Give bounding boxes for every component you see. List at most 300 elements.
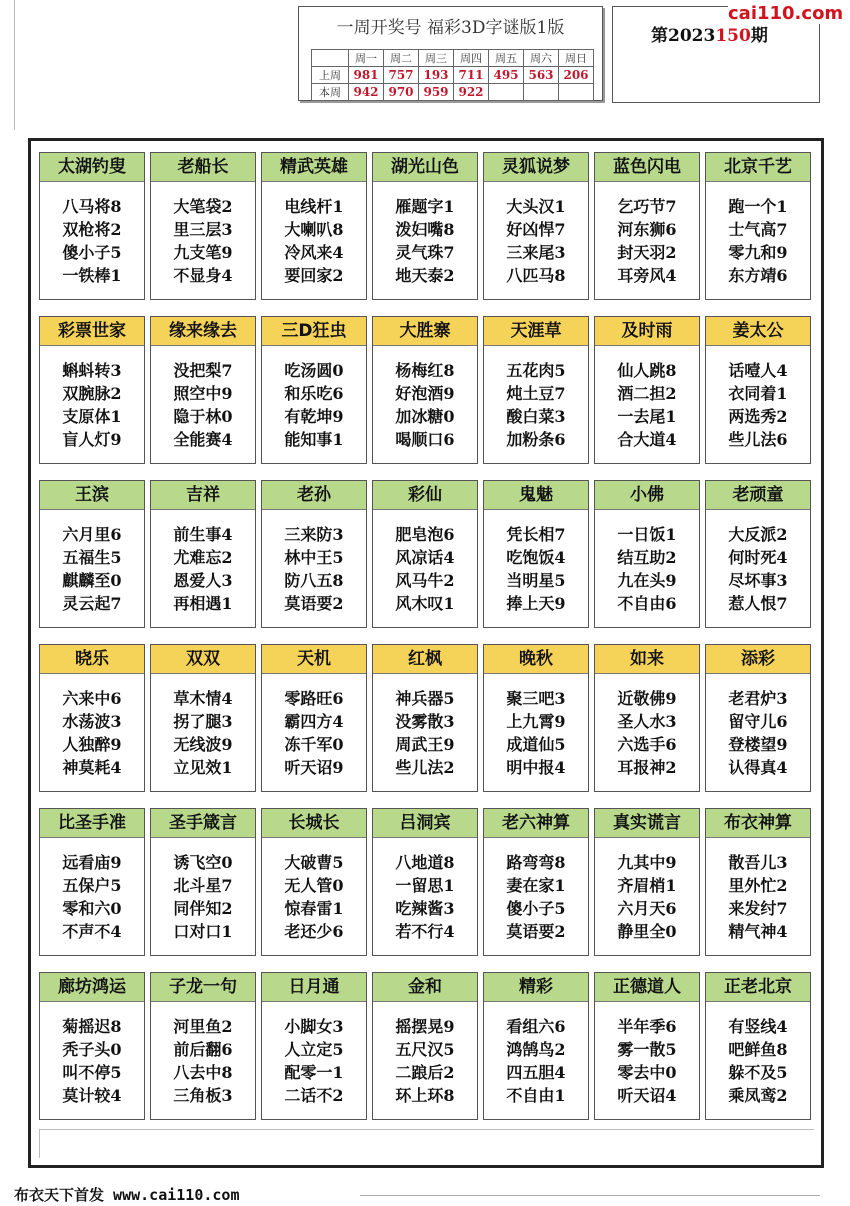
riddle-grid: [28, 138, 824, 1168]
cell-author-name: 正老北京: [706, 973, 810, 1002]
cell-author-name: 王滨: [40, 481, 144, 510]
riddle-line: 前后翻6: [173, 1040, 233, 1059]
riddle-cell: [150, 316, 256, 464]
riddle-cell: [39, 152, 145, 300]
footer-rule: [360, 1195, 820, 1196]
riddle-cell: [594, 644, 700, 792]
riddle-line: 散吾儿3: [728, 853, 788, 872]
cell-author-name: 如来: [595, 645, 699, 674]
riddle-line: 杨梅红8: [395, 361, 455, 380]
riddle-line: 成道仙5: [506, 735, 566, 754]
riddle-line: 五保户5: [62, 876, 122, 895]
riddle-cell: [261, 316, 367, 464]
riddle-line: 若不行4: [395, 922, 455, 941]
riddle-line: 秃子头0: [62, 1040, 122, 1059]
riddle-line: 灵气珠7: [395, 243, 455, 262]
riddle-line: 酒二担2: [617, 384, 677, 403]
riddle-line: 蝌蚪转3: [62, 361, 122, 380]
riddle-lines: [262, 359, 366, 451]
riddle-lines: [706, 359, 810, 451]
riddle-cell: [594, 316, 700, 464]
riddle-line: 九在头9: [617, 571, 677, 590]
riddle-line: 拐了腿3: [173, 712, 233, 731]
riddle-line: 有乾坤9: [284, 407, 344, 426]
riddle-line: 盲人灯9: [62, 430, 122, 449]
riddle-line: 无人管0: [284, 876, 344, 895]
riddle-line: 水荡波3: [62, 712, 122, 731]
cell-author-name: 吉祥: [151, 481, 255, 510]
riddle-line: 不自由6: [617, 594, 677, 613]
riddle-line: 圣人水3: [617, 712, 677, 731]
riddle-line: 林中王5: [284, 548, 344, 567]
riddle-line: 再相遇1: [173, 594, 233, 613]
riddle-line: 静里全0: [617, 922, 677, 941]
riddle-line: 加粉条6: [506, 430, 566, 449]
issue-highlight: 150: [715, 26, 751, 46]
riddle-line: 六选手6: [617, 735, 677, 754]
riddle-line: 莫语要2: [506, 922, 566, 941]
riddle-line: 听天诏4: [617, 1086, 677, 1105]
draw-number: 563: [524, 67, 559, 84]
riddle-cell: [150, 152, 256, 300]
riddle-line: 麒麟至0: [62, 571, 122, 590]
riddle-lines: [151, 1015, 255, 1107]
riddle-cell: [372, 480, 478, 628]
cell-author-name: 圣手箴言: [151, 809, 255, 838]
riddle-line: 些儿法2: [395, 758, 455, 777]
riddle-line: 来发纣7: [728, 899, 788, 918]
riddle-line: 吃辣酱3: [395, 899, 455, 918]
left-edge-rule: [0, 0, 15, 130]
riddle-lines: [151, 851, 255, 943]
riddle-lines: [595, 851, 699, 943]
riddle-lines: [595, 523, 699, 615]
riddle-line: 衣同着1: [728, 384, 788, 403]
riddle-lines: [484, 523, 588, 615]
riddle-line: 大破曹5: [284, 853, 344, 872]
riddle-line: 里三层3: [173, 220, 233, 239]
riddle-cell: [705, 480, 811, 628]
weekly-draw-table: [311, 49, 594, 101]
riddle-line: 聚三吧3: [506, 689, 566, 708]
riddle-line: 一留思1: [395, 876, 455, 895]
riddle-cell: [594, 480, 700, 628]
riddle-lines: [40, 195, 144, 287]
riddle-line: 神莫耗4: [62, 758, 122, 777]
riddle-line: 灵云起7: [62, 594, 122, 613]
riddle-line: 两选秀2: [728, 407, 788, 426]
cell-author-name: 添彩: [706, 645, 810, 674]
cell-author-name: 湖光山色: [373, 153, 477, 182]
riddle-lines: [40, 687, 144, 779]
riddle-cell: [261, 972, 367, 1120]
footer-credit: 布衣天下首发 www.cai110.com: [14, 1186, 240, 1204]
riddle-cell: [594, 152, 700, 300]
cell-author-name: 老六神算: [484, 809, 588, 838]
riddle-cell: [261, 808, 367, 956]
cell-author-name: 红枫: [373, 645, 477, 674]
riddle-line: 登楼望9: [728, 735, 788, 754]
riddle-line: 恩爱人3: [173, 571, 233, 590]
riddle-line: 三角板3: [173, 1086, 233, 1105]
riddle-lines: [262, 687, 366, 779]
riddle-lines: [373, 359, 477, 451]
riddle-lines: [706, 523, 810, 615]
riddle-lines: [373, 687, 477, 779]
riddle-line: 地天泰2: [395, 266, 455, 285]
riddle-line: 上九霄9: [506, 712, 566, 731]
riddle-line: 封天羽2: [617, 243, 677, 262]
cell-author-name: 缘来缘去: [151, 317, 255, 346]
riddle-line: 不声不4: [62, 922, 122, 941]
riddle-cell: [483, 480, 589, 628]
riddle-line: 半年季6: [617, 1017, 677, 1036]
riddle-line: 叫不停5: [62, 1063, 122, 1082]
riddle-line: 酸白菜3: [506, 407, 566, 426]
riddle-line: 一去尾1: [617, 407, 677, 426]
riddle-cell: [705, 808, 811, 956]
cell-author-name: 长城长: [262, 809, 366, 838]
row-label: 上周: [312, 67, 349, 84]
riddle-line: 大笔袋2: [173, 197, 233, 216]
riddle-line: 喝顺口6: [395, 430, 455, 449]
riddle-cell: [483, 316, 589, 464]
riddle-lines: [595, 1015, 699, 1107]
cell-author-name: 精彩: [484, 973, 588, 1002]
riddle-lines: [484, 851, 588, 943]
riddle-lines: [262, 1015, 366, 1107]
cell-author-name: 布衣神算: [706, 809, 810, 838]
day-label: 周三: [419, 50, 454, 67]
riddle-line: 里外忙2: [728, 876, 788, 895]
riddle-line: 照空中9: [173, 384, 233, 403]
cell-author-name: 太湖钓叟: [40, 153, 144, 182]
riddle-line: 防八五8: [284, 571, 344, 590]
riddle-lines: [151, 359, 255, 451]
day-label: 周六: [524, 50, 559, 67]
riddle-line: 尽坏事3: [728, 571, 788, 590]
riddle-line: 吃饱饭4: [506, 548, 566, 567]
riddle-line: 零九和9: [728, 243, 788, 262]
riddle-line: 口对口1: [173, 922, 233, 941]
riddle-cell: [372, 972, 478, 1120]
riddle-line: 八去中8: [173, 1063, 233, 1082]
riddle-line: 草木情4: [173, 689, 233, 708]
riddle-lines: [373, 1015, 477, 1107]
riddle-line: 莫语要2: [284, 594, 344, 613]
riddle-line: 加冰糖0: [395, 407, 455, 426]
riddle-lines: [151, 687, 255, 779]
site-watermark: cai110.com: [728, 3, 844, 24]
riddle-line: 二踉后2: [395, 1063, 455, 1082]
riddle-line: 齐眉梢1: [617, 876, 677, 895]
riddle-line: 八匹马8: [506, 266, 566, 285]
cell-author-name: 及时雨: [595, 317, 699, 346]
day-label: 周二: [384, 50, 419, 67]
riddle-lines: [373, 851, 477, 943]
row-label: 本周: [312, 84, 349, 101]
riddle-line: 冷风来4: [284, 243, 344, 262]
riddle-line: 小脚女3: [284, 1017, 344, 1036]
draw-number: 922: [454, 84, 489, 101]
riddle-line: 不自由1: [506, 1086, 566, 1105]
riddle-line: 配零一1: [284, 1063, 344, 1082]
riddle-line: 吧鲜鱼8: [728, 1040, 788, 1059]
cell-author-name: 小佛: [595, 481, 699, 510]
riddle-line: 老君炉3: [728, 689, 788, 708]
riddle-line: 老还少6: [284, 922, 344, 941]
riddle-line: 鸿鹄鸟2: [506, 1040, 566, 1059]
riddle-line: 乘凤鸾2: [728, 1086, 788, 1105]
riddle-line: 炖土豆7: [506, 384, 566, 403]
blank-footer-row: [39, 1129, 814, 1158]
riddle-lines: [706, 687, 810, 779]
cell-author-name: 晓乐: [40, 645, 144, 674]
riddle-line: 远看庙9: [62, 853, 122, 872]
riddle-lines: [40, 851, 144, 943]
riddle-lines: [706, 1015, 810, 1107]
cell-author-name: 北京千艺: [706, 153, 810, 182]
cell-author-name: 老孙: [262, 481, 366, 510]
draw-number: 970: [384, 84, 419, 101]
riddle-line: 路弯弯8: [506, 853, 566, 872]
riddle-line: 诱飞空0: [173, 853, 233, 872]
riddle-line: 好泡酒9: [395, 384, 455, 403]
draw-number: 206: [559, 67, 594, 84]
riddle-line: 认得真4: [728, 758, 788, 777]
cell-author-name: 吕洞宾: [373, 809, 477, 838]
riddle-lines: [373, 195, 477, 287]
riddle-line: 傻小子5: [62, 243, 122, 262]
riddle-line: 六来中6: [62, 689, 122, 708]
riddle-lines: [484, 359, 588, 451]
riddle-line: 雾一散5: [617, 1040, 677, 1059]
riddle-line: 风木叹1: [395, 594, 455, 613]
riddle-line: 支原体1: [62, 407, 122, 426]
riddle-line: 人独醉9: [62, 735, 122, 754]
riddle-cell: [150, 644, 256, 792]
riddle-line: 泼妇嘴8: [395, 220, 455, 239]
riddle-line: 大反派2: [728, 525, 788, 544]
riddle-line: 耳旁风4: [617, 266, 677, 285]
riddle-line: 看组六6: [506, 1017, 566, 1036]
riddle-cell: [39, 808, 145, 956]
riddle-line: 六月天6: [617, 899, 677, 918]
riddle-line: 乞巧节7: [617, 197, 677, 216]
riddle-line: 耳报神2: [617, 758, 677, 777]
riddle-line: 仙人跳8: [617, 361, 677, 380]
draw-number: 495: [489, 67, 524, 84]
cell-author-name: 金和: [373, 973, 477, 1002]
riddle-line: 听天诏9: [284, 758, 344, 777]
day-label: 周五: [489, 50, 524, 67]
weekly-draw-panel: [298, 6, 603, 101]
this-week-row: [312, 84, 594, 101]
cell-author-name: 彩票世家: [40, 317, 144, 346]
riddle-line: 九其中9: [617, 853, 677, 872]
riddle-cell: [150, 972, 256, 1120]
riddle-cell: [261, 152, 367, 300]
day-label: 周日: [559, 50, 594, 67]
last-week-row: [312, 67, 594, 84]
riddle-lines: [484, 687, 588, 779]
riddle-line: 雁题字1: [395, 197, 455, 216]
riddle-line: 电线杆1: [284, 197, 344, 216]
riddle-line: 立见效1: [173, 758, 233, 777]
draw-number: [559, 84, 594, 101]
day-label: 周四: [454, 50, 489, 67]
riddle-line: 话噎人4: [728, 361, 788, 380]
riddle-cell: [594, 808, 700, 956]
riddle-line: 三来防3: [284, 525, 344, 544]
cell-author-name: 天机: [262, 645, 366, 674]
riddle-lines: [262, 523, 366, 615]
riddle-lines: [484, 195, 588, 287]
riddle-line: 跑一个1: [728, 197, 788, 216]
riddle-line: 前生事4: [173, 525, 233, 544]
riddle-lines: [40, 1015, 144, 1107]
riddle-cell: [372, 316, 478, 464]
riddle-cell: [705, 644, 811, 792]
riddle-line: 一日饭1: [617, 525, 677, 544]
riddle-line: 结互助2: [617, 548, 677, 567]
riddle-line: 无线波9: [173, 735, 233, 754]
riddle-line: 四五胆4: [506, 1063, 566, 1082]
draw-number: 711: [454, 67, 489, 84]
riddle-cell: [483, 152, 589, 300]
draw-number: [524, 84, 559, 101]
riddle-line: 三来尾3: [506, 243, 566, 262]
cell-author-name: 正德道人: [595, 973, 699, 1002]
cell-author-name: 天涯草: [484, 317, 588, 346]
riddle-cell: [39, 972, 145, 1120]
riddle-line: 同伴知2: [173, 899, 233, 918]
riddle-line: 没把梨7: [173, 361, 233, 380]
riddle-line: 风凉话4: [395, 548, 455, 567]
riddle-line: 能知事1: [284, 430, 344, 449]
riddle-line: 人立定5: [284, 1040, 344, 1059]
cell-author-name: 姜太公: [706, 317, 810, 346]
riddle-line: 合大道4: [617, 430, 677, 449]
riddle-line: 五花肉5: [506, 361, 566, 380]
cell-author-name: 双双: [151, 645, 255, 674]
draw-number: 193: [419, 67, 454, 84]
cell-author-name: 蓝色闪电: [595, 153, 699, 182]
cell-author-name: 三D狂虫: [262, 317, 366, 346]
riddle-line: 肥皂泡6: [395, 525, 455, 544]
issue-number: 第2023150期: [651, 26, 768, 46]
riddle-line: 士气高7: [728, 220, 788, 239]
riddle-line: 周武王9: [395, 735, 455, 754]
riddle-lines: [40, 359, 144, 451]
footer-url: www.cai110.com: [104, 1186, 240, 1204]
riddle-cell: [594, 972, 700, 1120]
riddle-cell: [372, 808, 478, 956]
riddle-line: 凭长相7: [506, 525, 566, 544]
cell-author-name: 彩仙: [373, 481, 477, 510]
riddle-cell: [372, 152, 478, 300]
cell-author-name: 老顽童: [706, 481, 810, 510]
riddle-line: 妻在家1: [506, 876, 566, 895]
riddle-line: 莫计较4: [62, 1086, 122, 1105]
riddle-lines: [373, 523, 477, 615]
cell-author-name: 精武英雄: [262, 153, 366, 182]
riddle-cell: [150, 808, 256, 956]
riddle-line: 霸四方4: [284, 712, 344, 731]
riddle-line: 吃汤圆0: [284, 361, 344, 380]
riddle-lines: [262, 851, 366, 943]
riddle-line: 风马牛2: [395, 571, 455, 590]
riddle-line: 河东狮6: [617, 220, 677, 239]
riddle-line: 冻千军0: [284, 735, 344, 754]
riddle-lines: [151, 195, 255, 287]
riddle-lines: [151, 523, 255, 615]
draw-number: [489, 84, 524, 101]
riddle-cell: [261, 644, 367, 792]
cell-author-name: 晚秋: [484, 645, 588, 674]
riddle-lines: [595, 359, 699, 451]
draw-number: 959: [419, 84, 454, 101]
riddle-cell: [39, 316, 145, 464]
riddle-line: 隐于林0: [173, 407, 233, 426]
draw-number: 981: [349, 67, 384, 84]
riddle-line: 大喇叭8: [284, 220, 344, 239]
cell-author-name: 子龙一句: [151, 973, 255, 1002]
riddle-line: 要回家2: [284, 266, 344, 285]
riddle-line: 八地道8: [395, 853, 455, 872]
riddle-line: 不显身4: [173, 266, 233, 285]
riddle-line: 双腕脉2: [62, 384, 122, 403]
riddle-lines: [595, 195, 699, 287]
riddle-cell: [372, 644, 478, 792]
riddle-line: 有竖线4: [728, 1017, 788, 1036]
riddle-line: 明中报4: [506, 758, 566, 777]
riddle-line: 河里鱼2: [173, 1017, 233, 1036]
riddle-line: 全能赛4: [173, 430, 233, 449]
riddle-cell: [483, 972, 589, 1120]
riddle-line: 北斗星7: [173, 876, 233, 895]
riddle-line: 近敬佛9: [617, 689, 677, 708]
riddle-line: 好凶悍7: [506, 220, 566, 239]
riddle-cell: [483, 808, 589, 956]
riddle-line: 零和六0: [62, 899, 122, 918]
riddle-line: 惹人恨7: [728, 594, 788, 613]
cell-author-name: 廊坊鸿运: [40, 973, 144, 1002]
riddle-line: 零去中0: [617, 1063, 677, 1082]
panel-title: 一周开奖号 福彩3D字谜版1版: [336, 18, 565, 38]
riddle-lines: [706, 195, 810, 287]
riddle-line: 惊春雷1: [284, 899, 344, 918]
riddle-cell: [39, 644, 145, 792]
riddle-cell: [705, 316, 811, 464]
riddle-line: 六月里6: [62, 525, 122, 544]
riddle-line: 当明星5: [506, 571, 566, 590]
day-header-row: [312, 50, 594, 67]
riddle-line: 精气神4: [728, 922, 788, 941]
riddle-cell: [39, 480, 145, 628]
riddle-line: 捧上天9: [506, 594, 566, 613]
riddle-line: 和乐吃6: [284, 384, 344, 403]
riddle-line: 五尺汉5: [395, 1040, 455, 1059]
riddle-lines: [262, 195, 366, 287]
riddle-line: 没雾散3: [395, 712, 455, 731]
draw-number: 942: [349, 84, 384, 101]
riddle-line: 零路旺6: [284, 689, 344, 708]
riddle-cell: [705, 972, 811, 1120]
riddle-line: 八马将8: [62, 197, 122, 216]
riddle-line: 大头汉1: [506, 197, 566, 216]
cell-author-name: 老船长: [151, 153, 255, 182]
